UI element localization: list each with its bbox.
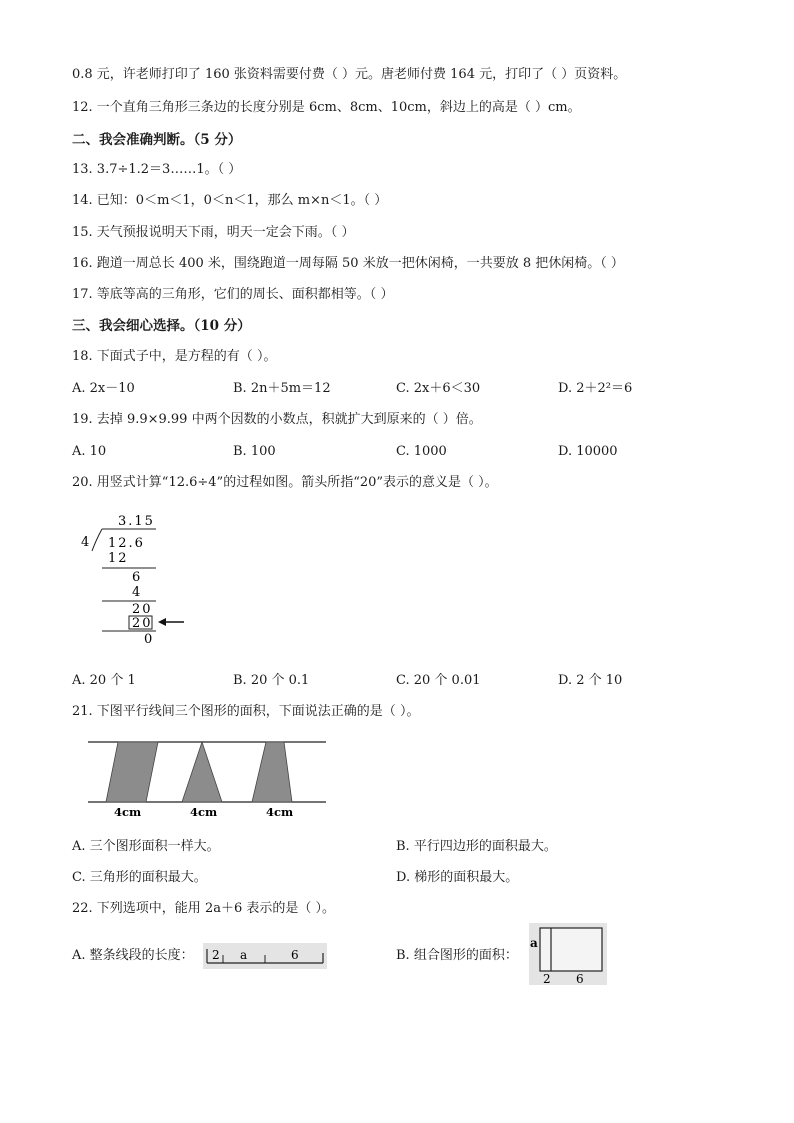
question-13: 13. 3.7÷1.2＝3……1。（ ） bbox=[72, 162, 242, 177]
q18-option-b: B. 2n＋5m＝12 bbox=[233, 381, 331, 396]
question-17: 17. 等底等高的三角形，它们的周长、面积都相等。（ ） bbox=[72, 287, 394, 302]
q22-option-b-label: B. 组合图形的面积： bbox=[396, 948, 518, 963]
parallel-lines-figure bbox=[86, 736, 330, 822]
division-quotient: 3.15 bbox=[118, 514, 155, 529]
division-row-4: 20 bbox=[132, 602, 153, 617]
question-14: 14. 已知：0＜m＜1，0＜n＜1，那么 m×n＜1。（ ） bbox=[72, 193, 388, 208]
triangle-shape bbox=[182, 742, 222, 802]
q18-option-c: C. 2x＋6＜30 bbox=[396, 381, 481, 396]
question-19: 19. 去掉 9.9×9.99 中两个因数的小数点，积就扩大到原来的（ ）倍。 bbox=[72, 412, 482, 427]
division-row-1: 12 bbox=[108, 551, 129, 566]
base-label-3: 4cm bbox=[266, 805, 294, 819]
section-3-title: 三、我会细心选择。（10 分） bbox=[72, 318, 251, 334]
segment-figure bbox=[203, 943, 327, 969]
q21-option-c: C. 三角形的面积最大。 bbox=[72, 870, 207, 885]
parallelogram-shape bbox=[106, 742, 158, 802]
division-divisor: 4 bbox=[81, 535, 90, 550]
q19-option-a: A. 10 bbox=[72, 444, 107, 459]
shape-bottom-6: 6 bbox=[576, 972, 584, 985]
long-division-figure bbox=[78, 508, 198, 648]
q20-option-d: D. 2 个 10 bbox=[558, 673, 623, 688]
segment-label-6: 6 bbox=[291, 948, 299, 962]
arrow-icon bbox=[158, 618, 184, 626]
base-label-2: 4cm bbox=[190, 805, 218, 819]
segment-label-2: 2 bbox=[212, 948, 220, 962]
q20-option-b: B. 20 个 0.1 bbox=[233, 673, 310, 688]
q19-option-c: C. 1000 bbox=[396, 444, 447, 459]
question-18: 18. 下面式子中，是方程的有（ ）。 bbox=[72, 349, 277, 364]
q19-option-d: D. 10000 bbox=[558, 444, 618, 459]
question-11-continuation: 0.8 元，许老师打印了 160 张资料需要付费（ ）元。唐老师付费 164 元，打印了（ ）页资料。 bbox=[72, 67, 627, 82]
division-row-2: 6 bbox=[132, 570, 141, 585]
q21-option-d: D. 梯形的面积最大。 bbox=[396, 870, 519, 885]
question-21: 21. 下图平行线间三个图形的面积，下面说法正确的是（ ）。 bbox=[72, 704, 420, 719]
q18-option-a: A. 2x－10 bbox=[72, 381, 135, 396]
division-dividend: 12.6 bbox=[108, 536, 145, 551]
q19-option-b: B. 100 bbox=[233, 444, 276, 459]
q22-option-a-label: A. 整条线段的长度： bbox=[72, 948, 194, 963]
base-label-1: 4cm bbox=[114, 805, 142, 819]
q20-option-c: C. 20 个 0.01 bbox=[396, 673, 481, 688]
question-15: 15. 天气预报说明天下雨，明天一定会下雨。（ ） bbox=[72, 225, 355, 240]
question-16: 16. 跑道一周总长 400 米，围绕跑道一周每隔 50 米放一把休闲椅，一共要放 8 把休闲椅。（ ） bbox=[72, 256, 624, 271]
division-row-6: 0 bbox=[144, 632, 153, 647]
division-row-3: 4 bbox=[132, 585, 141, 600]
composite-shape-figure bbox=[529, 923, 607, 985]
q20-option-a: A. 20 个 1 bbox=[72, 673, 136, 688]
q21-option-a: A. 三个图形面积一样大。 bbox=[72, 839, 220, 854]
q18-option-d: D. 2＋2²＝6 bbox=[558, 381, 633, 396]
question-22: 22. 下列选项中，能用 2a＋6 表示的是（ ）。 bbox=[72, 901, 335, 916]
division-row-5: 20 bbox=[132, 616, 153, 631]
trapezoid-shape bbox=[252, 742, 292, 802]
q21-option-b: B. 平行四边形的面积最大。 bbox=[396, 839, 557, 854]
question-20: 20. 用竖式计算“12.6÷4”的过程如图。箭头所指“20”表示的意义是（ ）。 bbox=[72, 475, 498, 490]
shape-bottom-2: 2 bbox=[543, 972, 551, 985]
segment-label-a: a bbox=[240, 948, 248, 962]
question-12: 12. 一个直角三角形三条边的长度分别是 6cm、8cm、10cm，斜边上的高是（ ）cm。 bbox=[72, 100, 581, 115]
shape-side-a: a bbox=[530, 936, 538, 950]
section-2-title: 二、我会准确判断。（5 分） bbox=[72, 132, 242, 148]
